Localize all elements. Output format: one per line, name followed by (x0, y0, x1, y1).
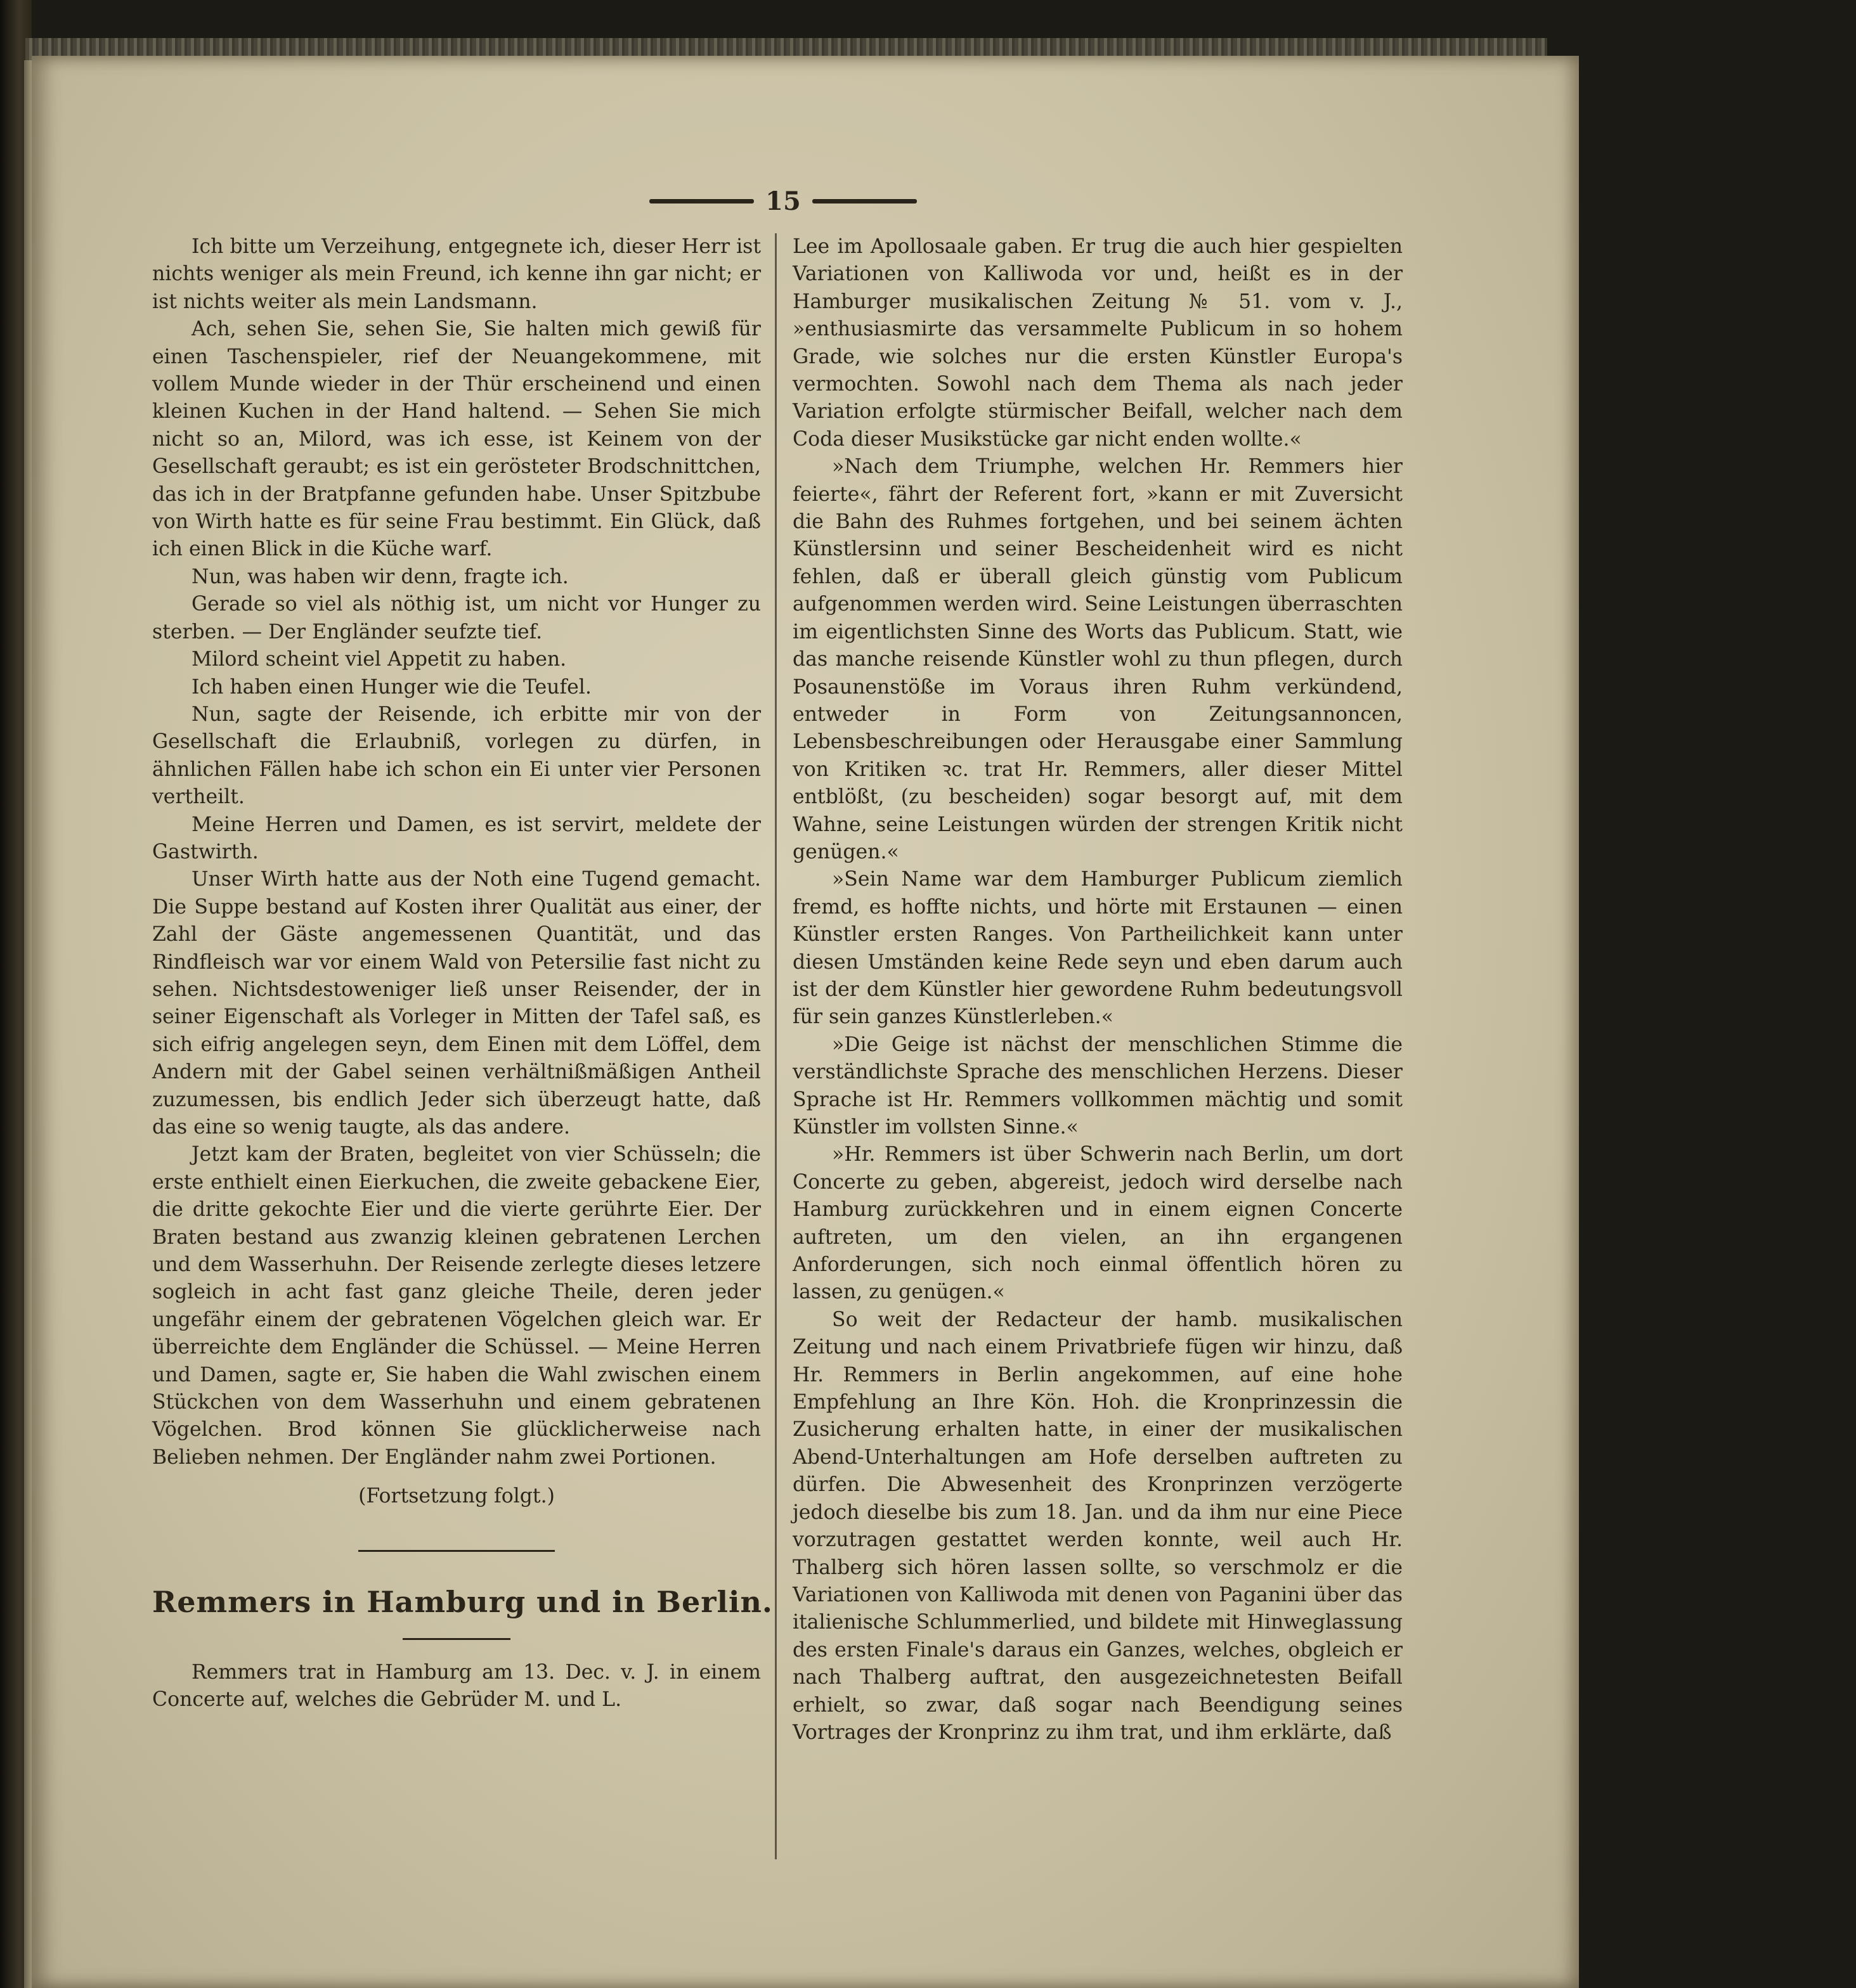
paragraph: Unser Wirth hatte aus der Noth eine Tugend gemacht. Die Suppe bestand auf Kosten ihrer Qualität aus einer, der Zahl der Gäste angemessenen Quantität, und das Rindfleisch war vor einem Wald von Petersilie fast nicht zu sehen. Nichtsdestoweniger ließ unser Reisender, der in seiner Eigenschaft als Vorleger in Mitten der Tafel saß, es sich eifrig angelegen seyn, dem Einen mit dem Löffel, dem Andern mit der Gabel seinen verhältnißmäßigen Antheil zuzumessen, bis endlich Jeder sich überzeugt hatte, daß das eine so wenig taugte, als das andere. (152, 868, 761, 1139)
title-rule (403, 1638, 510, 1640)
paragraph: »Sein Name war dem Hamburger Publicum ziemlich fremd, es hoffte nichts, und hörte mit Erstaunen — einen Künstler ersten Ranges. Von Partheilichkeit kann unter diesen Umständen keine Rede seyn und eben darum auch ist der dem Künstler hier gewordene Ruhm bedeutungsvoll für sein ganzes Künstlerleben.« (793, 868, 1403, 1029)
paragraph: »Die Geige ist nächst der menschlichen Stimme die verständlichste Sprache des menschlichen Herzens. Dieser Sprache ist Hr. Remmers vollkommen mächtig und somit Künstler im vollsten Sinne.« (793, 1033, 1403, 1139)
column-divider (775, 233, 777, 1859)
section-title: Remmers in Hamburg und in Berlin. (152, 1584, 773, 1619)
paragraph: »Nach dem Triumphe, welchen Hr. Remmers hier feierte«, fährt der Referent fort, »kann er mit Zuversicht die Bahn des Ruhmes fortgehen, und bei seinem ächten Künstlersinn und seiner Bescheidenheit wird es nicht fehlen, daß er überall gleich günstig vom Publicum aufgenommen werden wird. Seine Leistungen überraschten im eigentlichsten Sinne des Worts das Publicum. Statt, wie das manche reisende Künstler wohl zu thun pflegen, durch Posaunenstöße im Voraus ihren Ruhm verkündend, entweder in Form von Zeitungsannoncen, Lebensbeschreibungen oder Herausgabe einer Sammlung von Kritiken ꝛc. trat Hr. Remmers, aller dieser Mittel entblößt, (zu bescheiden) sogar besorgt auf, mit dem Wahne, seine Leistungen würden der strengen Kritik nicht genügen.« (793, 455, 1403, 863)
paragraph: Meine Herren und Damen, es ist servirt, meldete der Gastwirth. (152, 813, 761, 863)
paragraph: Ach, sehen Sie, sehen Sie, Sie halten mich gewiß für einen Taschenspieler, rief der Neuangekommene, mit vollem Munde wieder in der Thür erscheinend und einen kleinen Kuchen in der Hand haltend. — Sehen Sie mich nicht so an, Milord, was ich esse, ist Keinem von der Gesellschaft geraubt; es ist ein gerösteter Brodschnittchen, das ich in der Bratpfanne gefunden habe. Unser Spitzbube von Wirth hatte es für seine Frau bestimmt. Ein Glück, daß ich einen Blick in die Küche warf. (152, 318, 761, 561)
right-column (793, 233, 1403, 1746)
paragraph: Ich bitte um Verzeihung, entgegnete ich, dieser Herr ist nichts weniger als mein Freund, ich kenne ihn gar nicht; er ist nichts weiter als mein Landsmann. (152, 235, 761, 313)
paragraph: Remmers trat in Hamburg am 13. Dec. v. J. in einem Concerte auf, welches die Gebrüder M. und L. (152, 1660, 761, 1712)
page-header (631, 185, 935, 217)
paragraph: Milord scheint viel Appetit zu haben. (191, 648, 567, 671)
paragraph: Ich haben einen Hunger wie die Teufel. (191, 675, 592, 699)
paragraph: Gerade so viel als nöthig ist, um nicht vor Hunger zu sterben. — Der Engländer seufzte tief. (152, 593, 761, 643)
left-column (152, 233, 773, 1714)
paragraph: Nun, was haben wir denn, fragte ich. (191, 565, 569, 588)
section-rule (358, 1550, 555, 1552)
paragraph: »Hr. Remmers ist über Schwerin nach Berlin, um dort Concerte zu geben, abgereist, jedoch wird derselbe nach Hamburg zurückkehren und in einem eignen Concerte auftreten, um den vielen, an ihn ergangenen Anforderungen, sich noch einmal öffentlich hören zu lassen, zu genügen.« (793, 1143, 1403, 1304)
paragraph: Nun, sagte der Reisende, ich erbitte mir von der Gesellschaft die Erlaubniß, vorlegen zu dürfen, in ähnlichen Fällen habe ich schon ein Ei unter vier Personen vertheilt. (152, 702, 761, 809)
continued-note: (Fortsetzung folgt.) (358, 1485, 555, 1508)
page-number: 15 (765, 186, 801, 216)
paragraph: Lee im Apollosaale gaben. Er trug die auch hier gespielten Variationen von Kalliwoda vor und, heißt es in der Hamburger musikalischen Zeitung № 51. vom v. J., »enthusiasmirte das versammelte Publicum in so hohem Grade, wie solches nur die ersten Künstler Europa's vermochten. Sowohl nach dem Thema als nach jeder Variation erfolgte stürmischer Beifall, welcher nach dem Coda dieser Musikstücke gar nicht enden wollte.« (793, 235, 1403, 451)
paragraph: So weit der Redacteur der hamb. musikalischen Zeitung und nach einem Privatbriefe fügen wir hinzu, daß Hr. Remmers in Berlin angekommen, auf eine hohe Empfehlung an Ihre Kön. Hoh. die Kronprinzessin die Zusicherung erhalten hatte, in einer der musikalischen Abend-Unterhaltungen am Hofe derselben auftreten zu dürfen. Die Abwesenheit des Kronprinzen verzögerte jedoch dieselbe bis zum 18. Jan. und da ihm nur eine Piece vorzutragen gestattet werden konnte, weil auch Hr. Thalberg sich hören lassen sollte, so verschmolz er die Variationen von Kalliwoda mit denen von Paganini über das italienische Schlummerlied, und bildete mit Hinweglassung des ersten Finale's daraus ein Ganzes, welches, obgleich er nach Thalberg auftrat, den ausgezeichnetesten Beifall erhielt, so zwar, daß sogar nach Beendigung seines Vortrages der Kronprinz zu ihm trat, und ihm erklärte, daß (793, 1308, 1403, 1744)
header-rule-right (812, 199, 917, 203)
paragraph: Jetzt kam der Braten, begleitet von vier Schüsseln; die erste enthielt einen Eierkuchen, die zweite gebackene Eier, die dritte gekochte Eier und die vierte gerührte Eier. Der Braten bestand aus zwanzig kleinen gebratenen Lerchen und dem Wasserhuhn. Der Reisende zerlegte dieses letzere sogleich in acht fast ganz gleiche Theile, deren jeder ungefähr einem der gebratenen Vögelchen gleich war. Er überreichte dem Engländer die Schüssel. — Meine Herren und Damen, sagte er, Sie haben die Wahl zwischen einem Stückchen von dem Wasserhuhn und einem gebratenen Vögelchen. Brod können Sie glücklicherweise nach Belieben nehmen. Der Engländer nahm zwei Portionen. (152, 1143, 761, 1469)
header-rule-left (649, 199, 754, 203)
